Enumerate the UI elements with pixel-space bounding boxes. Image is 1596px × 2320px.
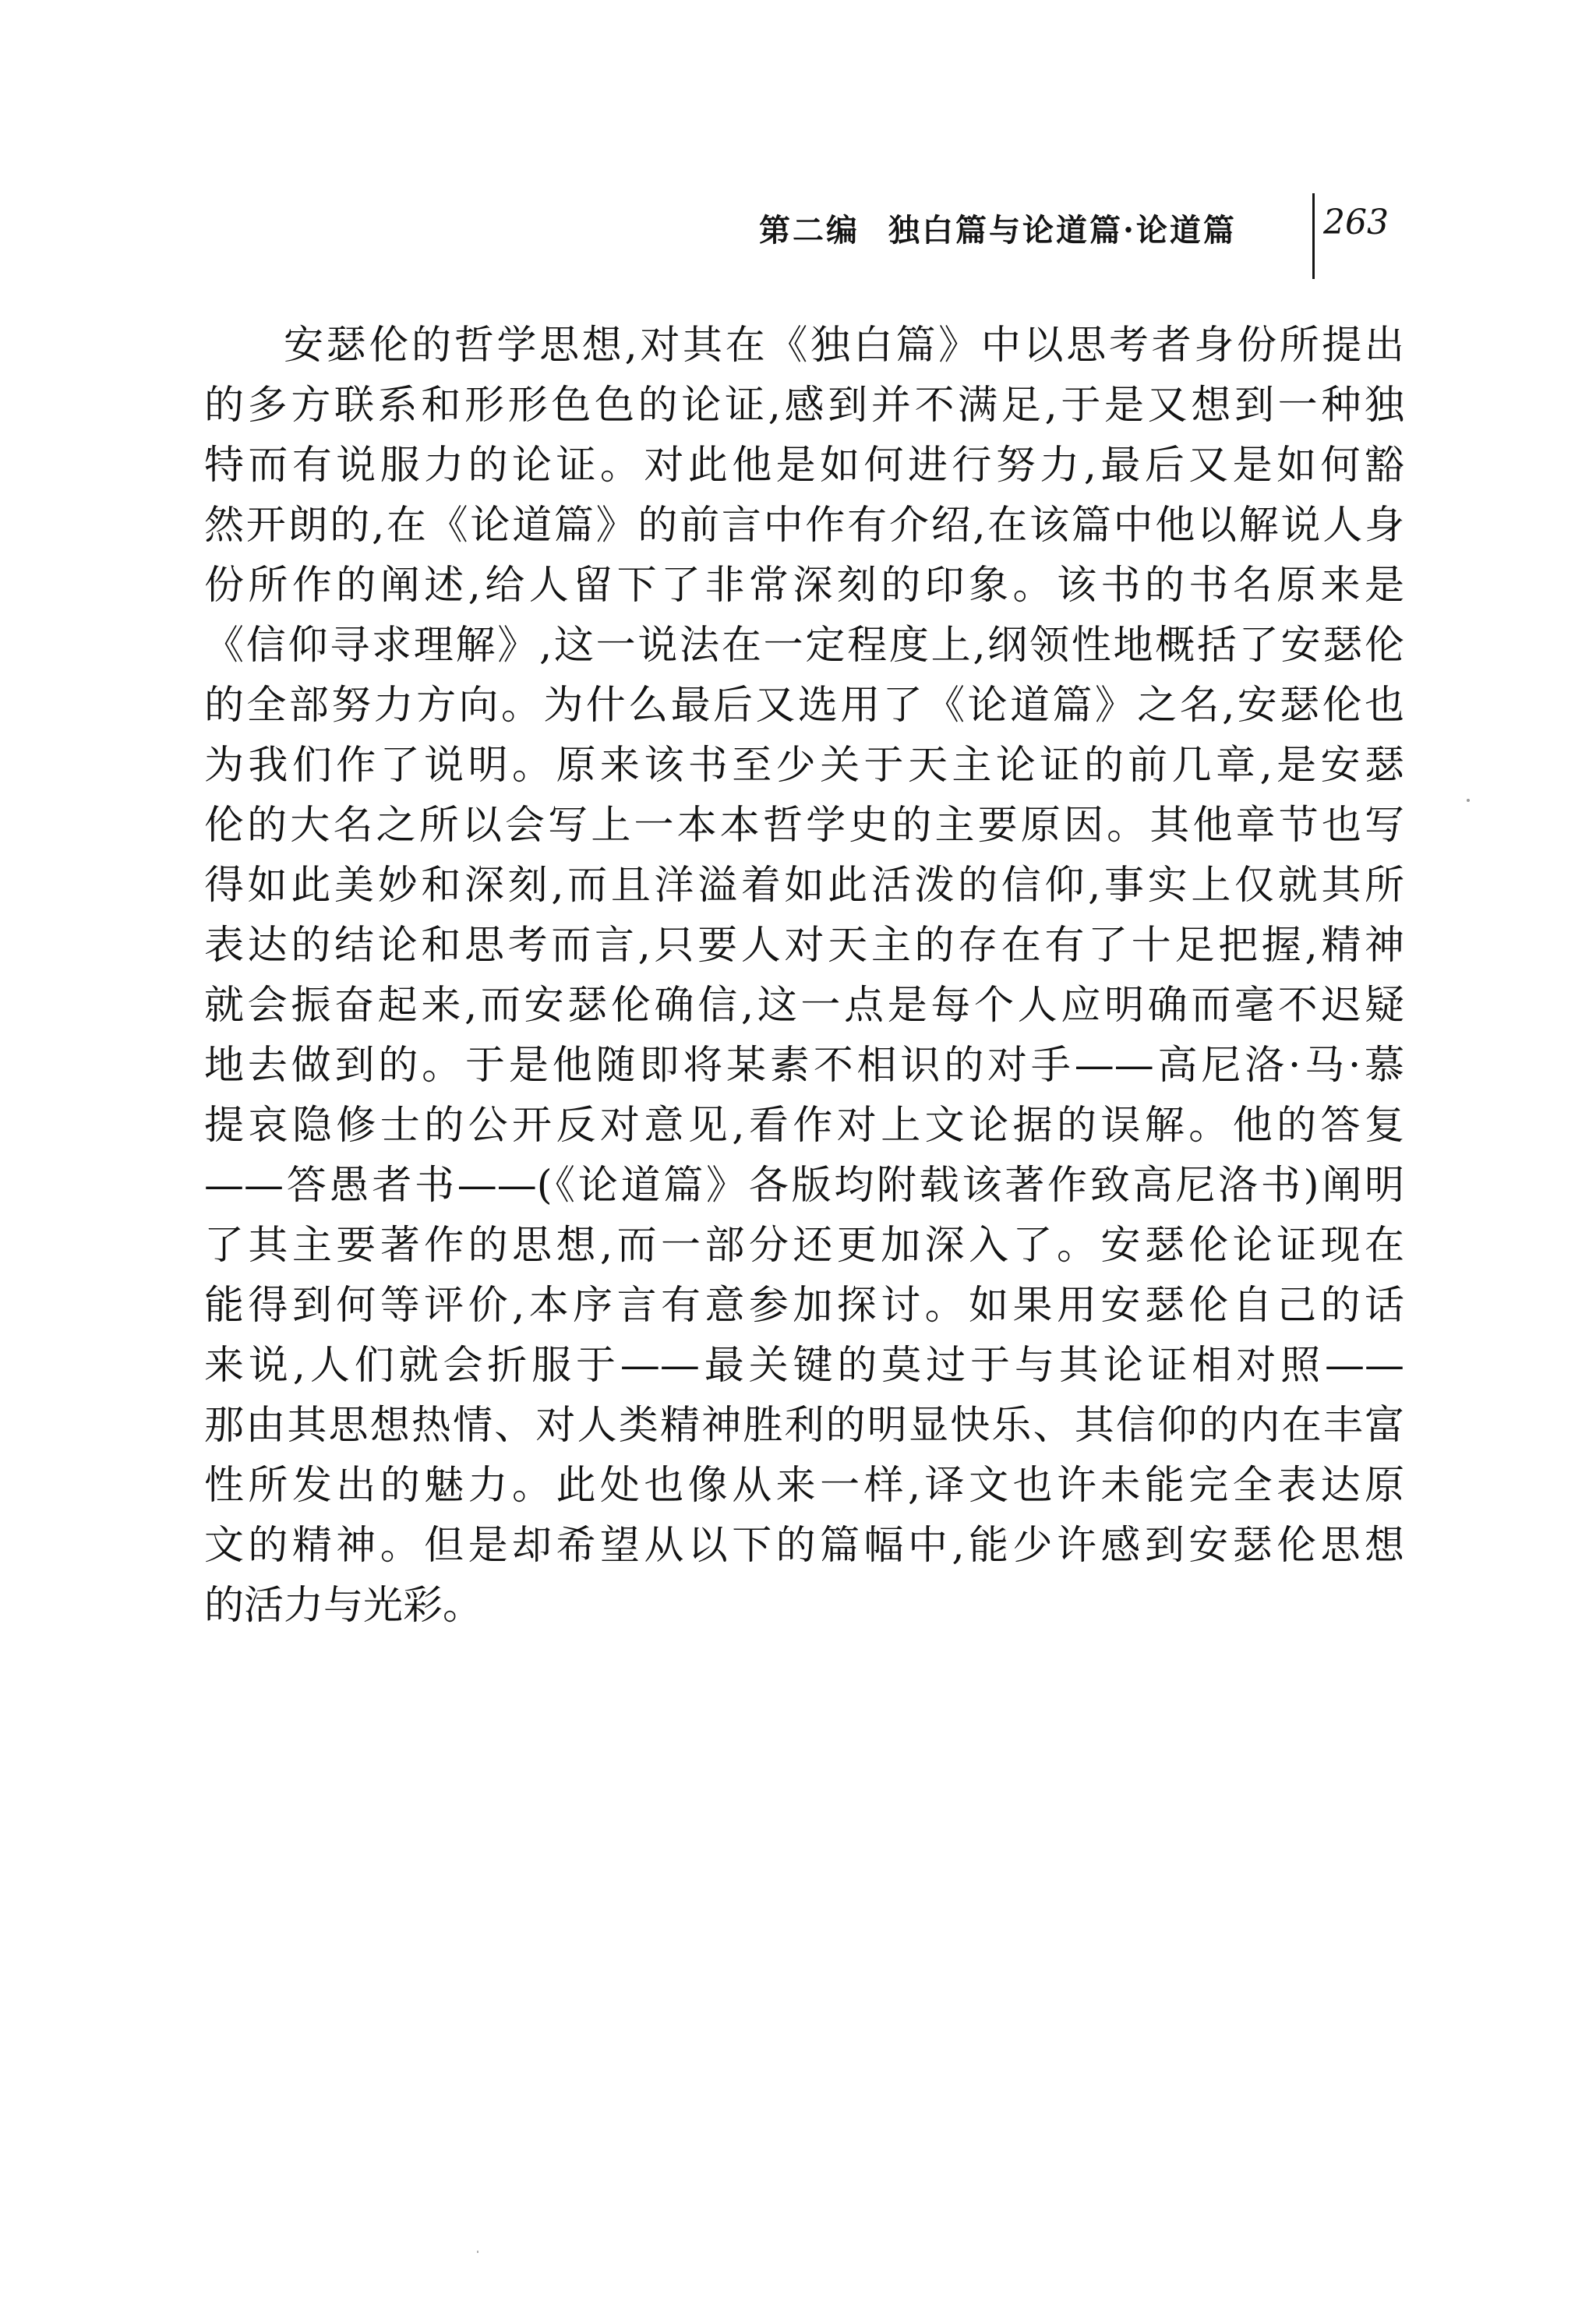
paragraph-line: 《信仰寻求理解》,这一说法在一定程度上,纲领性地概括了安瑟伦: [204, 623, 1404, 669]
paragraph-line: 的活力与光彩。: [204, 1583, 483, 1629]
paragraph-line: 伦的大名之所以会写上一本本哲学史的主要原因。其他章节也写: [204, 803, 1404, 849]
header-chapter: 第二编: [759, 212, 860, 249]
paragraph-line: 安瑟伦的哲学思想,对其在《独白篇》中以思考者身份所提出: [284, 323, 1404, 369]
page-number: 263: [1323, 203, 1389, 242]
paragraph-line: 为我们作了说明。原来该书至少关于天主论证的前几章,是安瑟: [204, 743, 1404, 789]
paragraph-line: 性所发出的魅力。此处也像从来一样,译文也许未能完全表达原: [204, 1463, 1404, 1509]
scan-speck: [1467, 799, 1470, 802]
paragraph-line: 文的精神。但是却希望从以下的篇幅中,能少许感到安瑟伦思想: [204, 1523, 1404, 1569]
scan-speck: [477, 2251, 478, 2253]
paragraph-line: 得如此美妙和深刻,而且洋溢着如此活泼的信仰,事实上仅就其所: [204, 863, 1404, 909]
paragraph-line: 能得到何等评价,本序言有意参加探讨。如果用安瑟伦自己的话: [204, 1283, 1404, 1329]
running-header: [740, 201, 1387, 268]
paragraph-line: 份所作的阐述,给人留下了非常深刻的印象。该书的书名原来是: [204, 563, 1404, 609]
paragraph-line: 的全部努力方向。为什么最后又选用了《论道篇》之名,安瑟伦也: [204, 683, 1404, 729]
paragraph-line: 了其主要著作的思想,而一部分还更加深入了。安瑟伦论证现在: [204, 1223, 1404, 1269]
paragraph-line: 提哀隐修士的公开反对意见,看作对上文论据的误解。他的答复: [204, 1103, 1404, 1149]
paragraph-line: 表达的结论和思考而言,只要人对天主的存在有了十足把握,精神: [204, 923, 1404, 969]
paragraph-line: 特而有说服力的论证。对此他是如何进行努力,最后又是如何豁: [204, 443, 1404, 489]
paragraph-line: 然开朗的,在《论道篇》的前言中作有介绍,在该篇中他以解说人身: [204, 503, 1404, 549]
paragraph-line: 就会振奋起来,而安瑟伦确信,这一点是每个人应明确而毫不迟疑: [204, 983, 1404, 1029]
paragraph-line: 的多方联系和形形色色的论证,感到并不满足,于是又想到一种独: [204, 383, 1404, 429]
header-divider-rule: [1312, 193, 1315, 279]
body-paragraph: [204, 316, 1404, 1636]
paragraph-line: 那由其思想热情、对人类精神胜利的明显快乐、其信仰的内在丰富: [204, 1403, 1404, 1449]
header-section-title: 独白篇与论道篇·论道篇: [888, 212, 1237, 249]
paragraph-line: 地去做到的。于是他随即将某素不相识的对手——高尼洛·马·慕: [204, 1043, 1404, 1089]
paragraph-line: 来说,人们就会折服于——最关键的莫过于与其论证相对照——: [204, 1343, 1404, 1389]
paragraph-line: ——答愚者书——(《论道篇》各版均附载该著作致高尼洛书)阐明: [204, 1163, 1404, 1209]
